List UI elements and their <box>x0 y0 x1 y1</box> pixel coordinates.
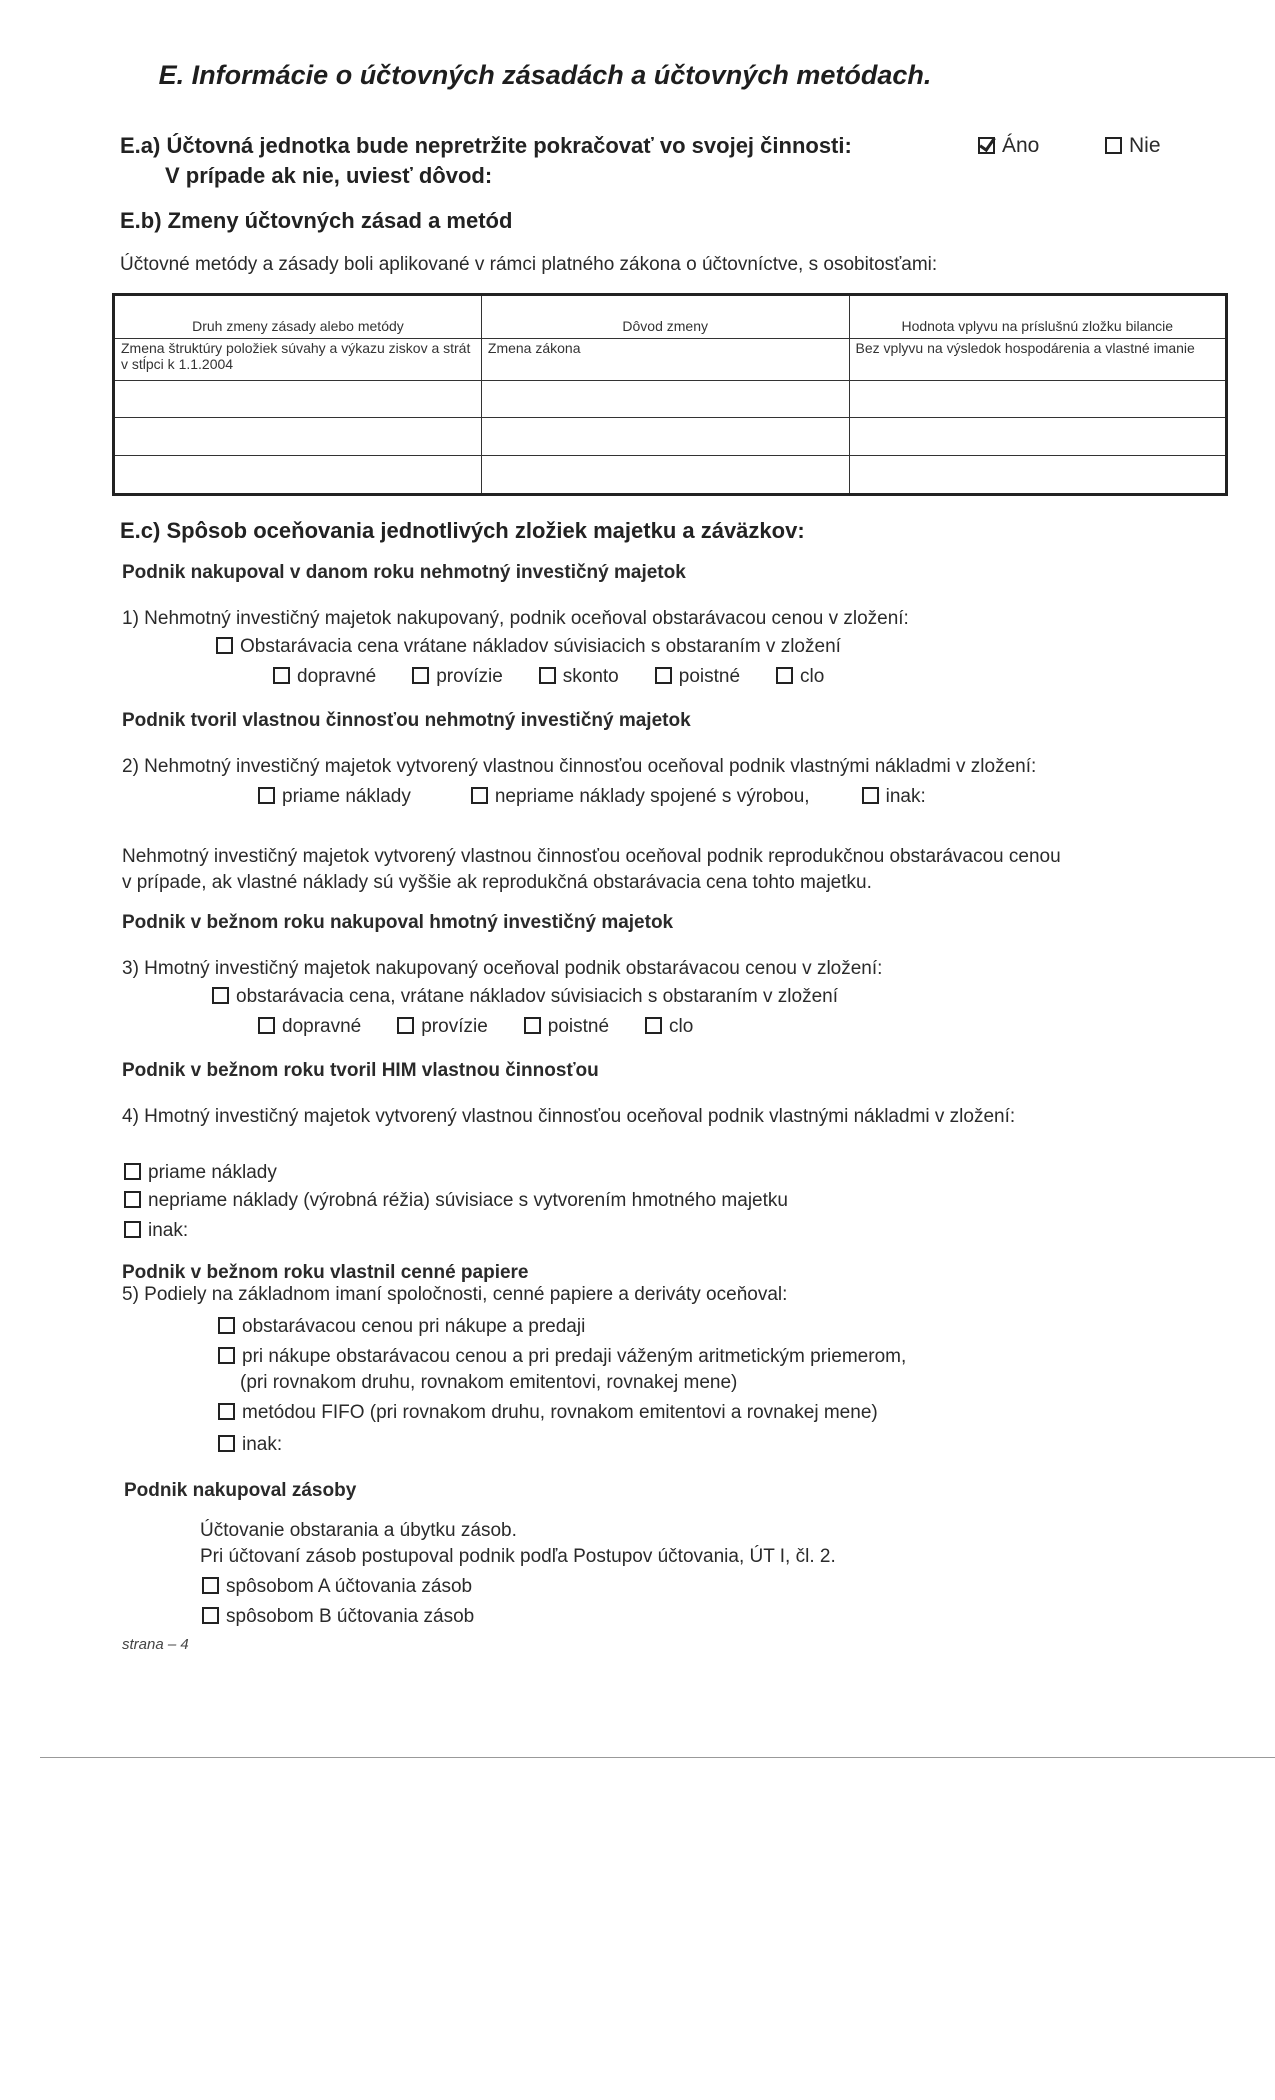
s5-heading: Podnik v bežnom roku vlastnil cenné papiere <box>122 1262 529 1283</box>
eb-intro: Účtovné metódy a zásady boli aplikované v rámci platného zákona o účtovníctve, s osobitosťami: <box>120 254 938 275</box>
opt-label: provízie <box>421 1016 488 1037</box>
opt-label: provízie <box>436 666 503 687</box>
table-row <box>114 456 1227 495</box>
ano-checkbox[interactable] <box>978 137 995 154</box>
s3-opt-clo[interactable] <box>645 1016 693 1038</box>
opt-label: obstarávacou cenou pri nákupe a predaji <box>242 1316 586 1337</box>
checkbox[interactable] <box>539 667 556 684</box>
s5-opt2-detail: (pri rovnakom druhu, rovnakom emitentovi, rovnakej mene) <box>240 1372 738 1393</box>
s3-heading: Podnik v bežnom roku nakupoval hmotný investičný majetok <box>122 912 674 933</box>
s1-opt-provizie[interactable] <box>412 666 503 688</box>
s3-opt-poistne[interactable] <box>524 1016 609 1038</box>
checkbox[interactable] <box>218 1317 235 1334</box>
opt-label: inak: <box>885 786 926 807</box>
opt-label: nepriame náklady (výrobná réžia) súvisiace s vytvorením hmotného majetku <box>148 1190 788 1211</box>
s3-sub-label: obstarávacia cena, vrátane nákladov súvisiacich s obstaraním v zložení <box>236 986 838 1007</box>
table-cell <box>114 380 482 418</box>
checkbox[interactable] <box>218 1347 235 1364</box>
ea-ano-option[interactable] <box>978 134 1039 158</box>
checkbox[interactable] <box>258 787 275 804</box>
s2-options <box>258 786 962 808</box>
s1-opt-poistne[interactable] <box>655 666 740 688</box>
checkbox[interactable] <box>124 1191 141 1208</box>
checkbox[interactable] <box>202 1607 219 1624</box>
s4-opt-inak[interactable] <box>124 1220 188 1242</box>
s1-opt-dopravne[interactable] <box>273 666 376 688</box>
table-row <box>114 338 1227 380</box>
table-cell <box>849 418 1226 456</box>
table-cell: Zmena štruktúry položiek súvahy a výkazu ziskov a strát v stĺpci k 1.1.2004 <box>114 338 482 380</box>
opt-label: metódou FIFO (pri rovnakom druhu, rovnakom emitentovi a rovnakej mene) <box>242 1402 878 1423</box>
table-cell: Bez vplyvu na výsledok hospodárenia a vlastné imanie <box>849 338 1226 380</box>
table-row <box>114 418 1227 456</box>
s5-opt1[interactable] <box>218 1316 585 1338</box>
opt-label: dopravné <box>297 666 377 687</box>
checkbox[interactable] <box>471 787 488 804</box>
table-cell: Zmena zákona <box>481 338 849 380</box>
opt-label: pri nákupe obstarávacou cenou a pri predaji váženým aritmetickým priemerom, <box>242 1346 907 1367</box>
opt-label: clo <box>669 1016 694 1037</box>
s1-item: 1) Nehmotný investičný majetok nakupovaný, podnik oceňoval obstarávacou cenou v zložení: <box>122 608 909 629</box>
checkbox[interactable] <box>397 1017 414 1034</box>
s3-sub-option[interactable] <box>212 986 838 1008</box>
s5-opt2[interactable] <box>218 1346 906 1368</box>
s6-opt1[interactable] <box>202 1576 472 1598</box>
s1-opt-skonto[interactable] <box>539 666 619 688</box>
opt-label: skonto <box>562 666 619 687</box>
s1-sub-checkbox[interactable] <box>216 637 233 654</box>
table-cell <box>114 418 482 456</box>
s5-opt4[interactable] <box>218 1434 282 1456</box>
s6-heading: Podnik nakupoval zásoby <box>124 1480 357 1501</box>
s4-opt-nepriame[interactable] <box>124 1190 788 1212</box>
opt-label: priame náklady <box>282 786 411 807</box>
s5-item: 5) Podiely na základnom imaní spoločnosti, cenné papiere a deriváty oceňoval: <box>122 1284 788 1305</box>
s3-options <box>258 1016 729 1038</box>
table-cell <box>849 380 1226 418</box>
opt-label: inak: <box>148 1220 189 1241</box>
checkbox[interactable] <box>412 667 429 684</box>
s2-heading: Podnik tvoril vlastnou činnosťou nehmotný investičný majetok <box>122 710 691 731</box>
nie-label: Nie <box>1129 134 1161 157</box>
s2-item: 2) Nehmotný investičný majetok vytvorený vlastnou činnosťou oceňoval podnik vlastnými nákladmi v zložení: <box>122 756 1037 777</box>
s2-opt-priame[interactable] <box>258 786 411 808</box>
s3-sub-checkbox[interactable] <box>212 987 229 1004</box>
header-hodnota-vplyvu: Hodnota vplyvu na príslušnú zložku bilancie <box>849 295 1226 339</box>
checkbox[interactable] <box>776 667 793 684</box>
s4-heading: Podnik v bežnom roku tvoril HIM vlastnou činnosťou <box>122 1060 599 1081</box>
bottom-divider <box>40 1757 1275 1758</box>
ea-reason-label: V prípade ak nie, uviesť dôvod: <box>165 163 493 188</box>
checkbox[interactable] <box>645 1017 662 1034</box>
opt-label: spôsobom A účtovania zásob <box>226 1576 473 1597</box>
s2-opt-nepriame[interactable] <box>471 786 810 808</box>
checkbox[interactable] <box>124 1221 141 1238</box>
s6-line2: Pri účtovaní zásob postupoval podnik podľa Postupov účtovania, ÚT I, čl. 2. <box>200 1546 836 1567</box>
opt-label: nepriame náklady spojené s výrobou, <box>494 786 810 807</box>
checkbox[interactable] <box>258 1017 275 1034</box>
opt-label: poistné <box>547 1016 610 1037</box>
s6-opt2[interactable] <box>202 1606 474 1628</box>
s3-opt-dopravne[interactable] <box>258 1016 361 1038</box>
page-number: strana – 4 <box>122 1636 189 1653</box>
checkbox[interactable] <box>524 1017 541 1034</box>
table-header-row <box>114 295 1227 339</box>
opt-label: spôsobom B účtovania zásob <box>226 1606 475 1627</box>
s6-line1: Účtovanie obstarania a úbytku zásob. <box>200 1520 517 1541</box>
s1-opt-clo[interactable] <box>776 666 824 688</box>
checkbox[interactable] <box>124 1163 141 1180</box>
s2-note-line1: Nehmotný investičný majetok vytvorený vlastnou činnosťou oceňoval podnik reprodukčnou obstarávacou cenou <box>122 846 1061 867</box>
nie-checkbox[interactable] <box>1105 137 1122 154</box>
checkbox[interactable] <box>218 1403 235 1420</box>
changes-table <box>112 293 1228 496</box>
checkbox[interactable] <box>202 1577 219 1594</box>
ea-nie-option[interactable] <box>1105 134 1161 158</box>
opt-label: poistné <box>678 666 741 687</box>
table-row <box>114 380 1227 418</box>
s1-options <box>273 666 860 688</box>
ec-heading: E.c) Spôsob oceňovania jednotlivých zložiek majetku a záväzkov: <box>120 518 805 543</box>
ano-label: Áno <box>1002 134 1040 157</box>
opt-label: dopravné <box>282 1016 362 1037</box>
s4-item: 4) Hmotný investičný majetok vytvorený vlastnou činnosťou oceňoval podnik vlastnými nákladmi v zložení: <box>122 1106 1016 1127</box>
table-cell <box>481 418 849 456</box>
opt-label: clo <box>800 666 825 687</box>
checkbox[interactable] <box>273 667 290 684</box>
table-cell <box>481 456 849 495</box>
table-cell <box>849 456 1226 495</box>
header-dovod-zmeny: Dôvod zmeny <box>481 295 849 339</box>
checkbox[interactable] <box>655 667 672 684</box>
s3-item: 3) Hmotný investičný majetok nakupovaný oceňoval podnik obstarávacou cenou v zložení: <box>122 958 883 979</box>
ea-question: E.a) Účtovná jednotka bude nepretržite pokračovať vo svojej činnosti: <box>120 133 852 158</box>
s3-opt-provizie[interactable] <box>397 1016 488 1038</box>
s5-opt3[interactable] <box>218 1402 878 1424</box>
table-cell <box>114 456 482 495</box>
opt-label: inak: <box>242 1434 283 1455</box>
s1-heading: Podnik nakupoval v danom roku nehmotný investičný majetok <box>122 562 686 583</box>
s1-sub-option[interactable] <box>216 636 841 658</box>
eb-heading: E.b) Zmeny účtovných zásad a metód <box>120 208 513 233</box>
opt-label: priame náklady <box>148 1162 277 1183</box>
s2-opt-inak[interactable] <box>862 786 926 808</box>
s4-opt-priame[interactable] <box>124 1162 277 1184</box>
page-title: E. Informácie o účtovných zásadách a účtovných metódach. <box>158 60 932 90</box>
s2-note-line2: v prípade, ak vlastné náklady sú vyššie ak reprodukčná obstarávacia cena tohto majetku. <box>122 872 872 893</box>
table-cell <box>481 380 849 418</box>
s1-sub-label: Obstarávacia cena vrátane nákladov súvisiacich s obstaraním v zložení <box>240 636 841 657</box>
header-druh-zmeny: Druh zmeny zásady alebo metódy <box>114 295 482 339</box>
checkbox[interactable] <box>862 787 879 804</box>
checkbox[interactable] <box>218 1435 235 1452</box>
